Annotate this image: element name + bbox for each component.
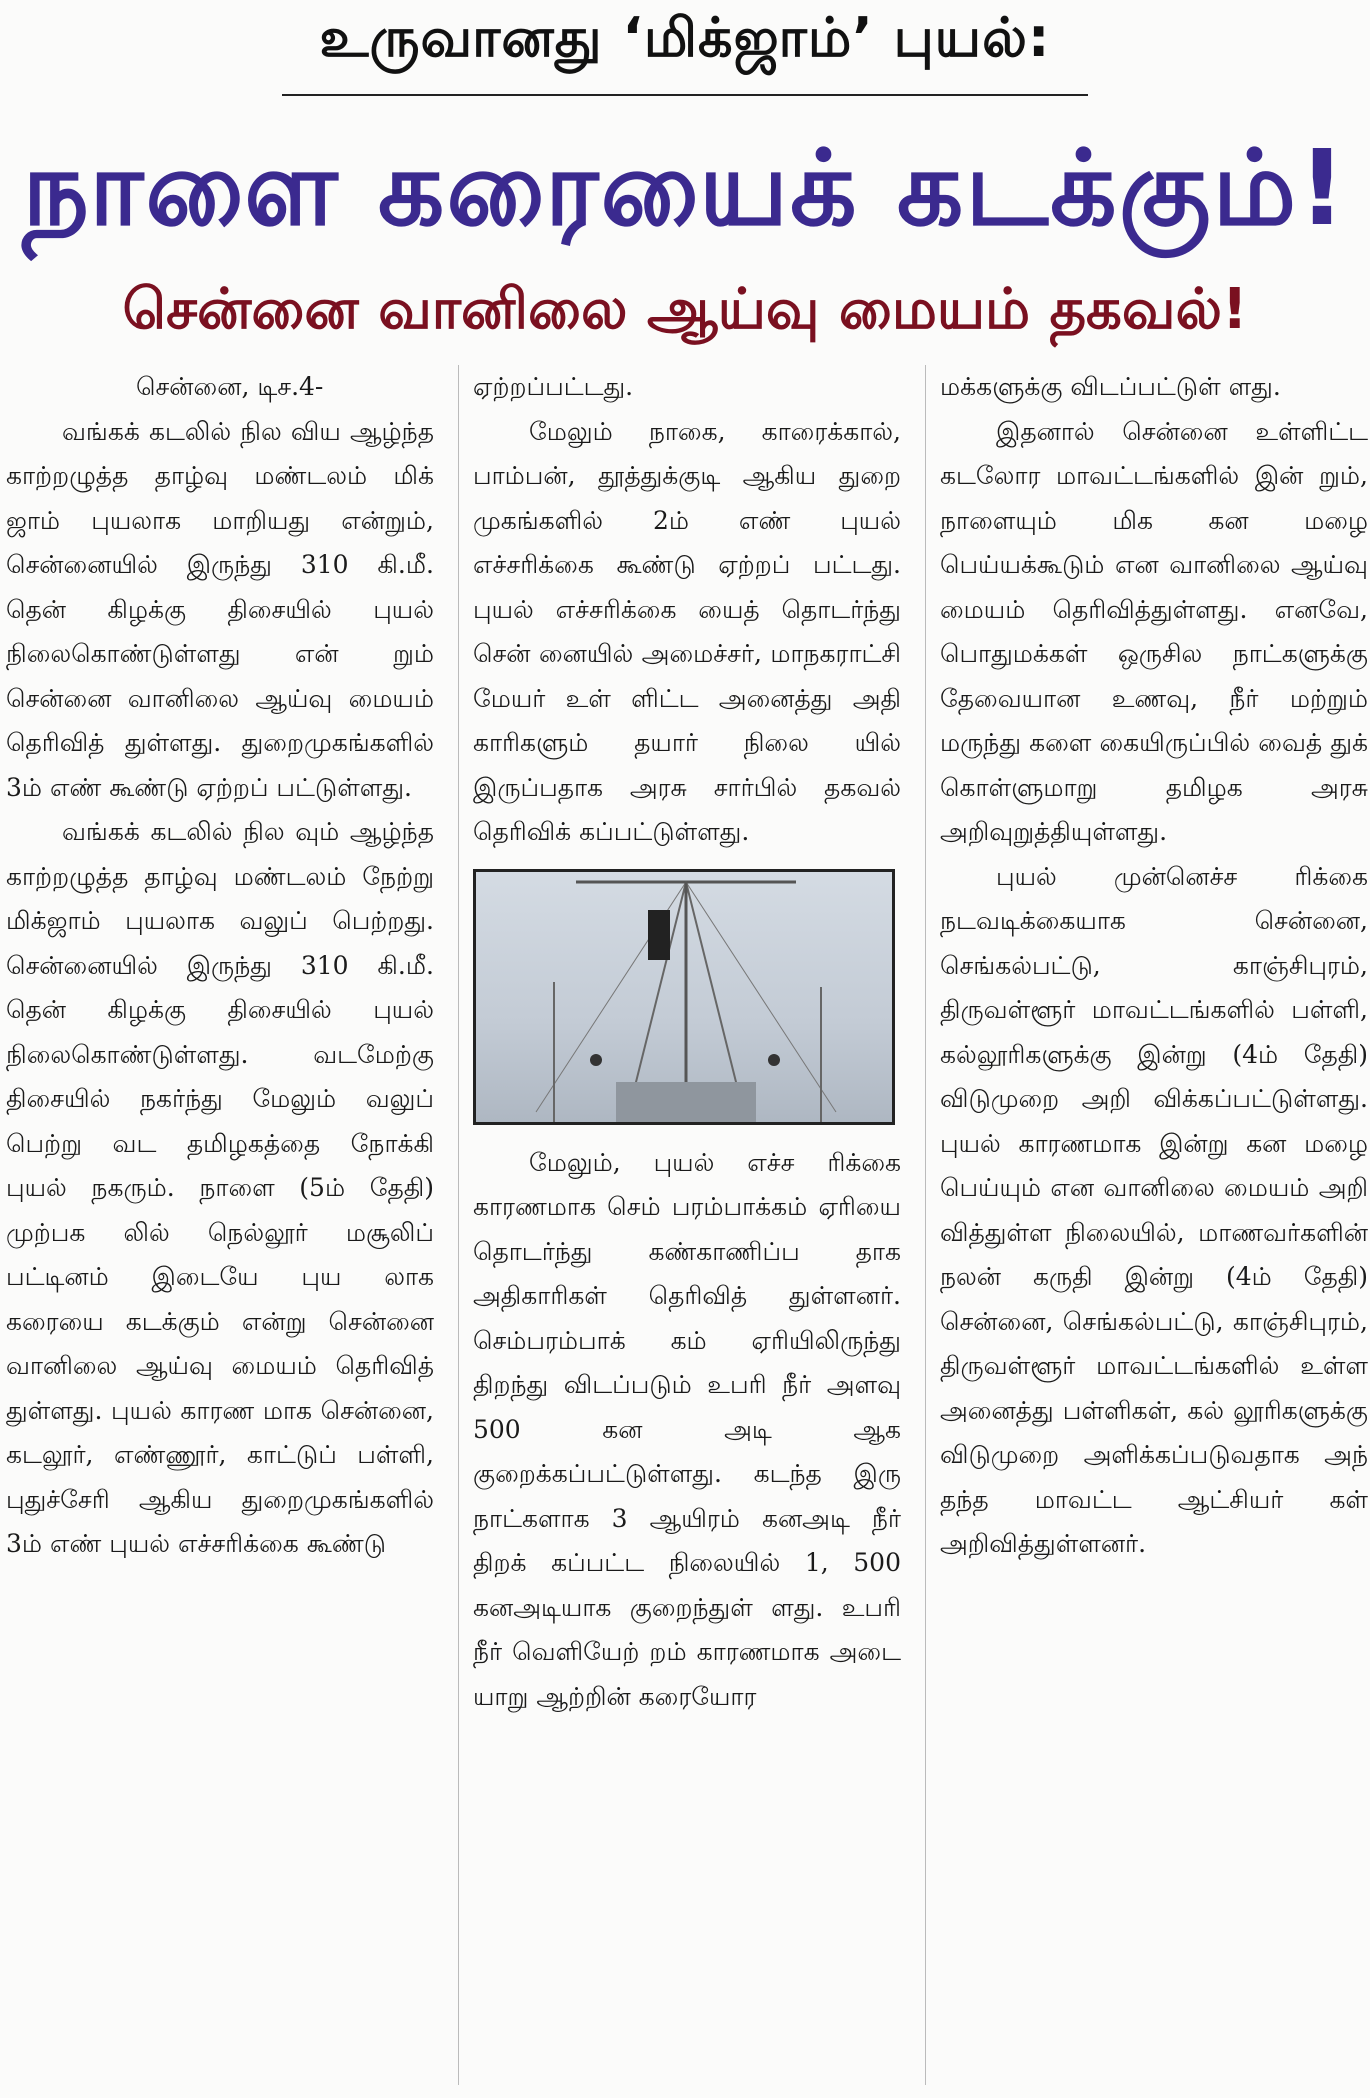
article-column-2 bbox=[473, 365, 901, 1719]
paragraph: மேலும், புயல் எச்ச ரிக்கை காரணமாக செம் பரம்பாக்கம் ஏரியை தொடர்ந்து கண்காணிப்ப தாக அதிகாரிகள் தெரிவித் துள்ளனர். செம்பரம்பாக் கம் ஏரியிலிருந்து திறந்து விடப்படும் உபரி நீர் அளவு 500 கன அடி ஆக குறைக்கப்பட்டுள்ளது. கடந்த இரு நாட்களாக 3 ஆயிரம் கனஅடி நீர் திறக் கப்பட்ட நிலையில் 1, 500 கனஅடியாக குறைந்துள் ளது. உபரி நீர் வெளியேற் றம் காரணமாக அடை யாறு ஆற்றின் கரையோர bbox=[473, 1147, 901, 1711]
kicker-headline: உருவானது ‘மிக்ஜாம்’ புயல்: bbox=[319, 6, 1051, 69]
radar-tower-icon bbox=[476, 872, 892, 1122]
column-divider bbox=[458, 365, 459, 2085]
main-headline: நாளை கரையைக் கடக்கும்! bbox=[22, 127, 1348, 249]
kicker-rule bbox=[282, 94, 1088, 96]
paragraph: இதனால் சென்னை உள்ளிட்ட கடலோர மாவட்டங்களில் இன் றும், நாளையும் மிக கன மழை பெய்யக்கூடும் என வானிலை ஆய்வு மையம் தெரிவித்துள்ளது. எனவே, பொதுமக்கள் ஒருசில நாட்களுக்கு தேவையான உணவு, நீர் மற்றும் மருந்து களை கையிருப்பில் வைத் துக் கொள்ளுமாறு தமிழக அரசு அறிவுறுத்தியுள்ளது. bbox=[940, 416, 1368, 846]
paragraph: மக்களுக்கு விடப்பட்டுள் ளது. bbox=[940, 372, 1281, 401]
radar-tower-photo bbox=[473, 869, 895, 1125]
paragraph: புயல் முன்னெச்ச ரிக்கை நடவடிக்கையாக சென்னை, செங்கல்பட்டு, காஞ்சிபுரம், திருவள்ளூர் மாவட்டங்களில் பள்ளி, கல்லூரிகளுக்கு இன்று (4ம் தேதி) விடுமுறை அறி விக்கப்பட்டுள்ளது. புயல் காரணமாக இன்று கன மழை பெய்யும் என வானிலை மையம் அறி வித்துள்ள நிலையில், மாணவர்களின் நலன் கருதி இன்று (4ம் தேதி) சென்னை, செங்கல்பட்டு, காஞ்சிபுரம், திருவள்ளூர் மாவட்டங்களில் உள்ள அனைத்து பள்ளிகள், கல் லூரிகளுக்கு விடுமுறை அளிக்கப்படுவதாக அந் தந்த மாவட்ட ஆட்சியர் கள் அறிவித்துள்ளனர். bbox=[940, 861, 1368, 1558]
article-column-3 bbox=[940, 365, 1368, 1567]
column-divider bbox=[925, 365, 926, 2085]
dateline: சென்னை, டிச.4- bbox=[136, 372, 324, 401]
paragraph: ஏற்றப்பட்டது. bbox=[473, 372, 634, 401]
paragraph: வங்கக் கடலில் நில வும் ஆழ்ந்த காற்றழுத்த தாழ்வு மண்டலம் நேற்று மிக்ஜாம் புயலாக வலுப் பெற்றது. சென்னையில் இருந்து 310 கி.மீ. தென் கிழக்கு திசையில் புயல் நிலைகொண்டுள்ளது. வடமேற்கு திசையில் நகர்ந்து மேலும் வலுப் பெற்று வட தமிழகத்தை நோக்கி புயல் நகரும். நாளை (5ம் தேதி) முற்பக லில் நெல்லூர் மசூலிப் பட்டினம் இடையே புய லாக கரையை கடக்கும் என்று சென்னை வானிலை ஆய்வு மையம் தெரிவித் துள்ளது. புயல் காரண மாக சென்னை, கடலூர், எண்ணூர், காட்டுப் பள்ளி, புதுச்சேரி ஆகிய துறைமுகங்களில் 3ம் எண் புயல் எச்சரிக்கை கூண்டு bbox=[6, 817, 434, 1558]
subheadline: சென்னை வானிலை ஆய்வு மையம் தகவல்! bbox=[122, 277, 1248, 342]
paragraph: மேலும் நாகை, காரைக்கால், பாம்பன், தூத்துக்குடி ஆகிய துறை முகங்களில் 2ம் எண் புயல் எச்சரிக்கை கூண்டு ஏற்றப் பட்டது. புயல் எச்சரிக்கை யைத் தொடர்ந்து சென் னையில் அமைச்சர், மாநகராட்சி மேயர் உள் ளிட்ட அனைத்து அதி காரிகளும் தயார் நிலை யில் இருப்பதாக அரசு சார்பில் தகவல் தெரிவிக் கப்பட்டுள்ளது. bbox=[473, 416, 901, 846]
paragraph: வங்கக் கடலில் நில விய ஆழ்ந்த காற்றழுத்த தாழ்வு மண்டலம் மிக் ஜாம் புயலாக மாறியது என்றும், சென்னையில் இருந்து 310 கி.மீ. தென் கிழக்கு திசையில் புயல் நிலைகொண்டுள்ளது என் றும் சென்னை வானிலை ஆய்வு மையம் தெரிவித் துள்ளது. துறைமுகங்களில் 3ம் எண் கூண்டு ஏற்றப் பட்டுள்ளது. bbox=[6, 416, 434, 802]
article-column-1 bbox=[6, 365, 434, 1567]
